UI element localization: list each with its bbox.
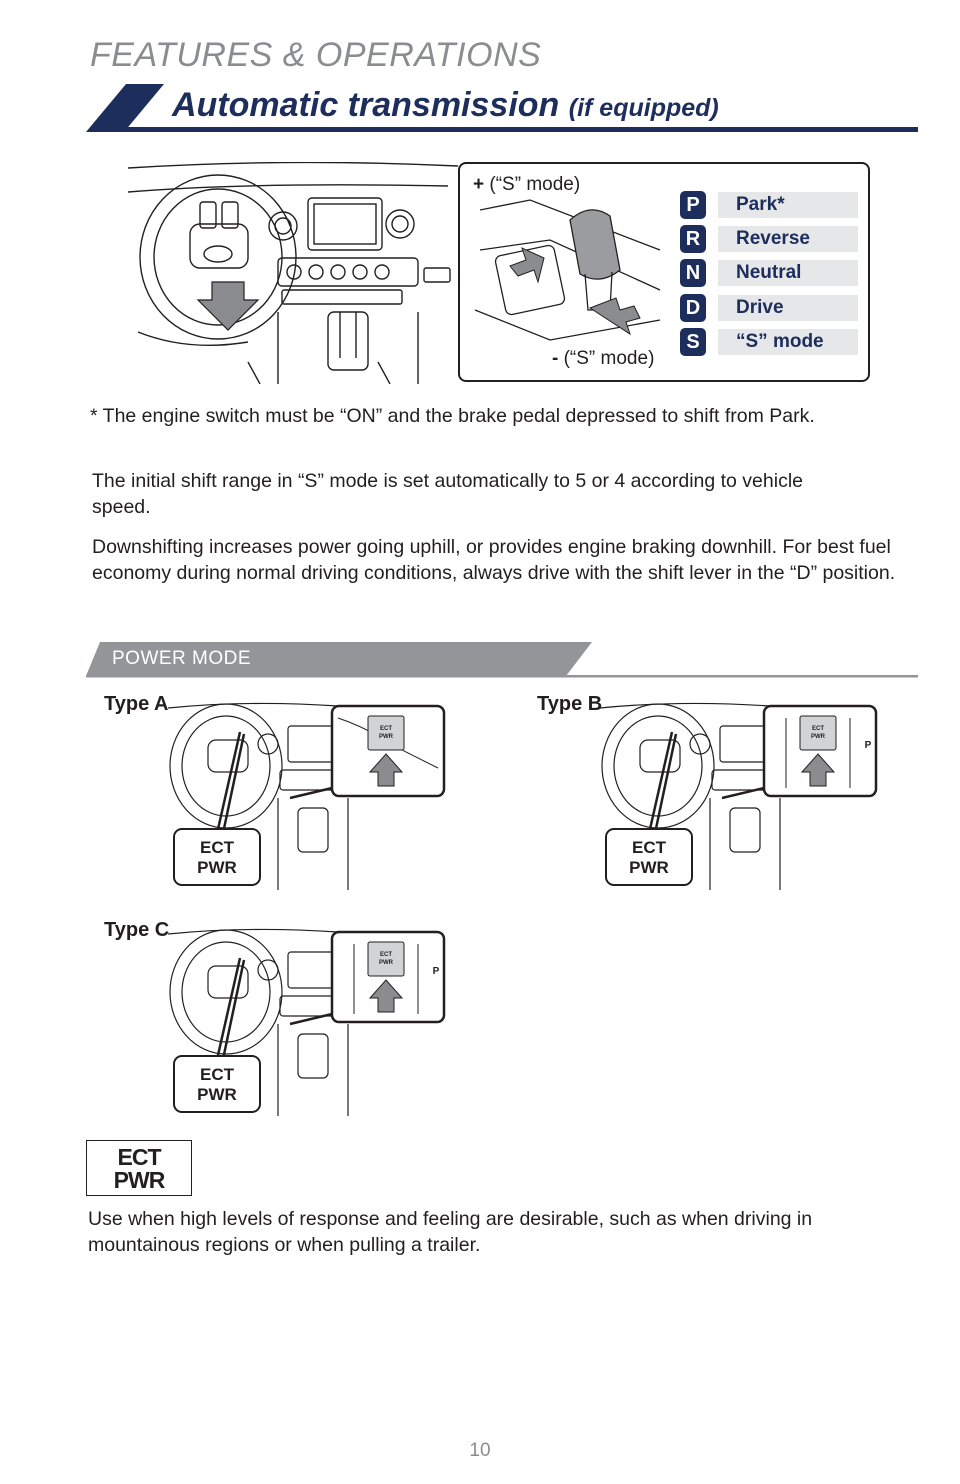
svg-text:ECT: ECT <box>380 952 392 958</box>
svg-text:ECT: ECT <box>812 726 824 732</box>
gear-row-reverse <box>680 225 858 253</box>
plus-sign: + <box>473 174 485 195</box>
park-footnote: * The engine switch must be “ON” and the brake pedal depressed to shift from Park. <box>90 405 815 427</box>
gear-letter-badge: D <box>680 294 706 322</box>
gear-letter-badge: R <box>680 225 706 253</box>
chip-line: PWR <box>197 1085 237 1104</box>
minus-shift-note <box>552 348 654 370</box>
gear-row-neutral <box>680 259 858 287</box>
chip-line: ECT <box>632 838 666 857</box>
plus-shift-label: (“S” mode) <box>489 174 581 195</box>
chip-line: PWR <box>197 858 237 877</box>
icon-line: ECT <box>117 1144 161 1170</box>
page-number: 10 <box>469 1440 491 1461</box>
type-b-ect-pwr-chip <box>605 828 693 886</box>
svg-text:P: P <box>432 966 440 977</box>
chip-line: ECT <box>200 838 234 857</box>
minus-shift-label: (“S” mode) <box>563 348 655 369</box>
svg-text:P: P <box>864 740 872 751</box>
gear-letter-badge: N <box>680 259 706 287</box>
svg-text:PWR: PWR <box>811 734 825 740</box>
gear-letter-badge: S <box>680 328 706 356</box>
type-a-label: Type A <box>104 693 169 715</box>
downshift-paragraph: Downshifting increases power going uphill, or provides engine braking downhill. For best fuel economy during normal driving conditions, always drive with the shift lever in the “D” position. <box>92 536 896 584</box>
gear-label: Drive <box>718 295 858 321</box>
svg-text:ECT: ECT <box>380 726 392 732</box>
gear-row-drive <box>680 294 858 322</box>
gear-label: Reverse <box>718 226 858 252</box>
type-b-label: Type B <box>537 693 603 715</box>
gear-row-park <box>680 191 858 219</box>
ect-pwr-button-icon <box>86 1140 192 1196</box>
power-mode-heading: POWER MODE <box>112 648 252 669</box>
page-title <box>172 86 719 125</box>
gear-letter-badge: P <box>680 191 706 219</box>
svg-text:PWR: PWR <box>379 960 393 966</box>
gear-label: Neutral <box>718 260 858 286</box>
ect-pwr-description: Use when high levels of response and feeling are desirable, such as when driving in mountainous regions or when pulling a trailer. <box>88 1208 813 1256</box>
icon-line: PWR <box>113 1167 165 1193</box>
title-suffix: (if equipped) <box>568 94 719 122</box>
chip-line: ECT <box>200 1065 234 1084</box>
gear-row-s-mode <box>680 328 858 356</box>
svg-text:PWR: PWR <box>379 734 393 740</box>
chip-line: PWR <box>629 858 669 877</box>
s-mode-paragraph: The initial shift range in “S” mode is set automatically to 5 or 4 according to vehicle speed. <box>92 470 804 518</box>
minus-sign: - <box>552 348 559 369</box>
gear-label: “S” mode <box>718 329 858 355</box>
type-c-ect-pwr-chip <box>173 1055 261 1113</box>
type-c-label: Type C <box>104 919 170 941</box>
title-main: Automatic transmission <box>172 86 560 124</box>
gear-label: Park* <box>718 192 858 218</box>
shift-lever-illustration <box>470 190 670 360</box>
plus-shift-note <box>473 174 580 196</box>
section-heading: FEATURES & OPERATIONS <box>90 36 542 74</box>
type-a-ect-pwr-chip <box>173 828 261 886</box>
